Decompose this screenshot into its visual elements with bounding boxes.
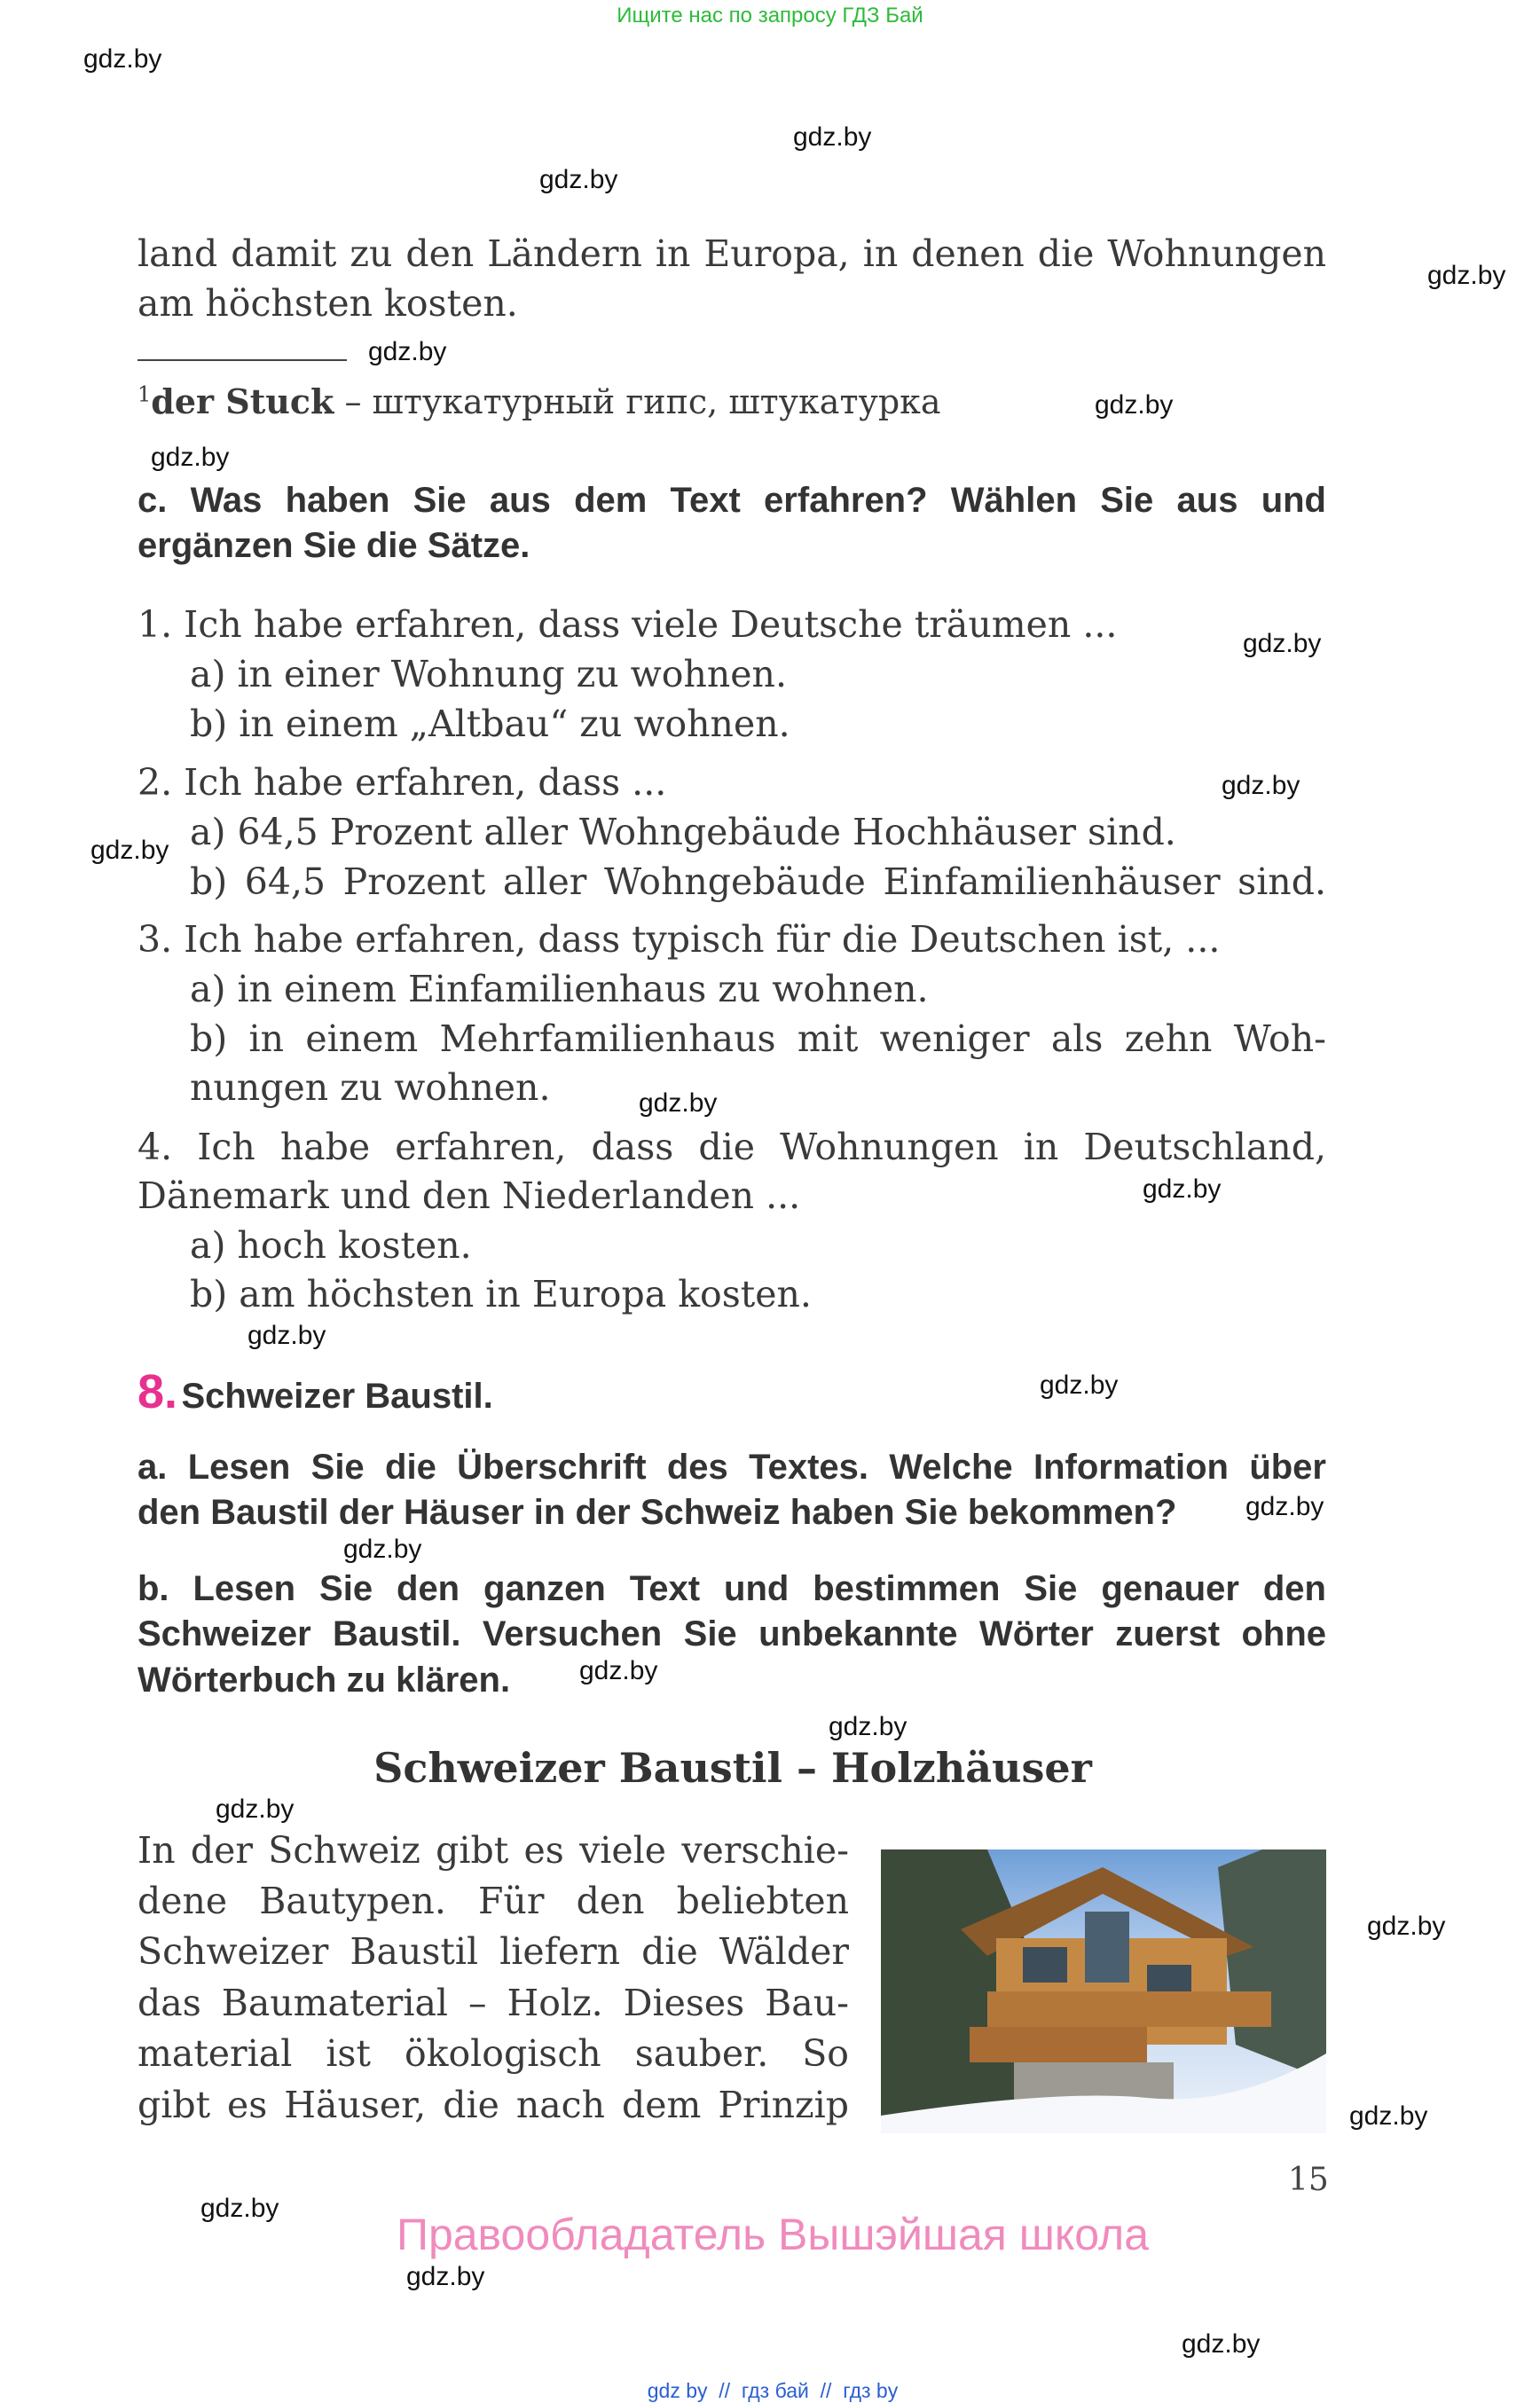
item-4-question: 4. Ich habe erfahren, dass die Wohnungen in Deutschland, bbox=[138, 1126, 1326, 1168]
watermark: gdz.by bbox=[1367, 1912, 1446, 1941]
item-1-question: 1. Ich habe erfahren, dass viele Deutsche träumen ... bbox=[138, 603, 1118, 646]
watermark: gdz.by bbox=[539, 165, 618, 194]
task-c-line: ergänzen Sie die Sätze. bbox=[138, 526, 530, 565]
task-b-line: Schweizer Baustil. Versuchen Sie unbekannte Wörter zuerst ohne bbox=[138, 1614, 1326, 1653]
watermark: gdz.by bbox=[90, 836, 169, 865]
item-1-option-b: b) in einem „Altbau“ zu wohnen. bbox=[190, 703, 790, 745]
watermark: gdz.by bbox=[200, 2194, 279, 2223]
item-3-option-b: b) in einem Mehrfamilienhaus mit weniger als zehn Woh- bbox=[190, 1017, 1326, 1060]
page-number: 15 bbox=[1288, 2162, 1329, 2198]
watermark: gdz.by bbox=[829, 1712, 908, 1741]
text-line: das Baumaterial – Holz. Dieses Bau- bbox=[138, 1982, 849, 2024]
task-b-line: b. Lesen Sie den ganzen Text und bestimmen Sie genauer den bbox=[138, 1569, 1326, 1608]
footnote-rule bbox=[138, 359, 347, 361]
header-notice[interactable]: Ищите нас по запросу ГДЗ Бай bbox=[617, 4, 923, 27]
watermark: gdz.by bbox=[1182, 2329, 1261, 2359]
watermark: gdz.by bbox=[248, 1321, 326, 1350]
item-2-option-b: b) 64,5 Prozent aller Wohngebäude Einfamilienhäuser sind. bbox=[190, 860, 1326, 903]
exercise-title: Schweizer Baustil. bbox=[181, 1377, 493, 1416]
footer-links[interactable]: gdz by // гдз бай // гдз by bbox=[647, 2379, 899, 2402]
watermark: gdz.by bbox=[151, 443, 230, 472]
task-a-line: a. Lesen Sie die Überschrift des Textes. Welche Information über bbox=[138, 1448, 1326, 1487]
exercise-heading bbox=[138, 1364, 493, 1419]
watermark: gdz.by bbox=[406, 2262, 485, 2291]
text-line: Schweizer Baustil liefern die Wälder bbox=[138, 1930, 849, 1973]
item-4-option-b: b) am höchsten in Europa kosten. bbox=[190, 1273, 812, 1315]
footnote-mark: 1 bbox=[138, 381, 152, 407]
item-3-option-a: a) in einem Einfamilienhaus zu wohnen. bbox=[190, 968, 929, 1010]
text-line: In der Schweiz gibt es viele verschie- bbox=[138, 1829, 849, 1872]
watermark: gdz.by bbox=[343, 1535, 422, 1564]
intro-line: land damit zu den Ländern in Europa, in denen die Wohnungen bbox=[138, 232, 1326, 275]
watermark: gdz.by bbox=[1243, 629, 1322, 658]
item-3-question: 3. Ich habe erfahren, dass typisch für die Deutschen ist, ... bbox=[138, 918, 1221, 961]
watermark: gdz.by bbox=[1222, 771, 1300, 800]
chalet-illustration bbox=[881, 1849, 1326, 2133]
item-1-option-a: a) in einer Wohnung zu wohnen. bbox=[190, 653, 787, 695]
task-a-line: den Baustil der Häuser in der Schweiz haben Sie bekommen? bbox=[138, 1493, 1177, 1532]
watermark: gdz.by bbox=[1245, 1492, 1324, 1521]
item-4-question-cont: Dänemark und den Niederlanden ... bbox=[138, 1174, 801, 1217]
watermark: gdz.by bbox=[1040, 1370, 1119, 1400]
watermark: gdz.by bbox=[793, 122, 872, 152]
item-2-question: 2. Ich habe erfahren, dass ... bbox=[138, 761, 667, 804]
chalet-photo bbox=[881, 1849, 1326, 2133]
text-line: dene Bautypen. Für den beliebten bbox=[138, 1880, 849, 1922]
watermark: gdz.by bbox=[368, 337, 447, 366]
watermark: gdz.by bbox=[216, 1794, 295, 1824]
footnote bbox=[138, 381, 941, 421]
text-line: material ist ökologisch sauber. So bbox=[138, 2032, 849, 2075]
footnote-definition: – штукатурный гипс, штукатурка bbox=[334, 382, 941, 421]
footnote-term: der Stuck bbox=[151, 381, 334, 421]
exercise-number: 8. bbox=[138, 1365, 178, 1418]
watermark: gdz.by bbox=[83, 44, 162, 74]
text-line: gibt es Häuser, die nach dem Prinzip bbox=[138, 2084, 849, 2126]
copyright-notice: Правообладатель Вышэйшая школа bbox=[397, 2210, 1149, 2259]
item-4-option-a: a) hoch kosten. bbox=[190, 1224, 472, 1267]
watermark: gdz.by bbox=[1349, 2101, 1428, 2131]
task-b-line: Wörterbuch zu klären. bbox=[138, 1661, 511, 1700]
watermark: gdz.by bbox=[579, 1656, 658, 1685]
watermark: gdz.by bbox=[639, 1088, 718, 1118]
watermark: gdz.by bbox=[1095, 390, 1174, 420]
task-c-line: c. Was haben Sie aus dem Text erfahren? Wählen Sie aus und bbox=[138, 481, 1326, 520]
item-2-option-a: a) 64,5 Prozent aller Wohngebäude Hochhäuser sind. bbox=[190, 811, 1176, 853]
item-3-option-b-cont: nungen zu wohnen. bbox=[190, 1066, 551, 1109]
intro-line: am höchsten kosten. bbox=[138, 282, 518, 325]
text-title: Schweizer Baustil – Holzhäuser bbox=[373, 1744, 1092, 1792]
watermark: gdz.by bbox=[1143, 1174, 1222, 1204]
watermark: gdz.by bbox=[1427, 261, 1506, 290]
